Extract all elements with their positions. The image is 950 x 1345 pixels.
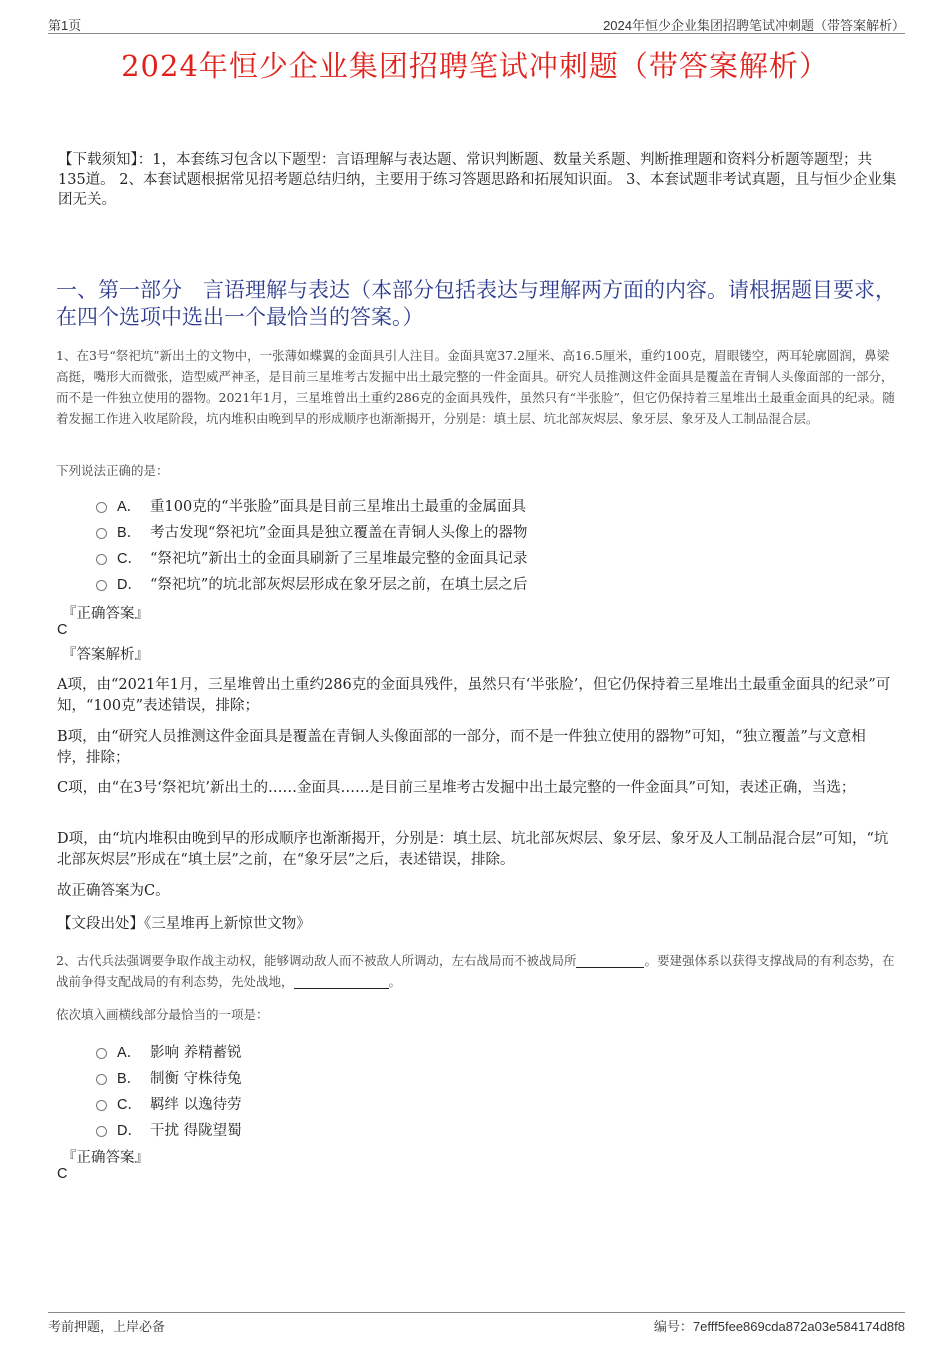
question-2-text-b: 。要建强体系以获得支撑战局的有利态势，在战前争得支配战局的有利态势，先处战地， [56,953,895,989]
question-2-text-a: 2、古代兵法强调要争取作战主动权，能够调动敌人而不被敌人所调动，左右战局而不被战局所 [56,953,577,968]
footer-slogan: 考前押题，上岸必备 [48,1320,166,1335]
option-key: A． [117,1044,142,1061]
option-a[interactable] [96,1038,242,1064]
document-code [654,1316,905,1335]
analysis-c: C项，由“在3号‘祭祀坑’新出土的……金面具……是目前三星堆考古发掘中出土最完整的一件金面具”可知，表述正确，当选； [57,780,856,796]
source-citation: 【文段出处】《三星堆再上新惊世文物》 [57,916,311,932]
radio-icon[interactable] [96,1074,107,1085]
radio-icon[interactable] [96,580,107,591]
option-c[interactable] [96,544,527,570]
analysis-conclusion: 故正确答案为C。 [57,883,170,899]
question-1-prompt: 下列说法正确的是： [56,463,169,478]
question-2-text [56,950,901,992]
code-label: 编号： [653,1319,693,1334]
page-header [48,15,905,34]
radio-icon[interactable] [96,1126,107,1137]
header-doc-title: 2024年恒少企业集团招聘笔试冲刺题（带答案解析） [603,18,905,33]
question-1-text: 1、在3号“祭祀坑”新出土的文物中，一张薄如蝶翼的金面具引人注目。金面具宽37.2厘米、高16.5厘米，重约100克，眉眼镂空，两耳轮廓圆润，鼻梁高挺，嘴形大而微张，造型威严神圣，是目前三星堆考古发掘中出土最完整的一件金面具。研究人员推测这件金面具是覆盖在青铜人头像面部的一部分，而不是一件独立使用的器物。2021年1月，三星堆曾出土重约286克的金面具残件，虽然只有“半张脸”，但它仍保持着三星堆出土最重金面具的纪录。随着发掘工作进入收尾阶段，坑内堆积由晚到早的形成顺序也渐渐揭开，分别是：填土层、坑北部灰烬层、象牙层、象牙及人工制品混合层。 [56,348,895,426]
option-a[interactable] [96,492,527,518]
analysis-a: A项，由“2021年1月，三星堆曾出土重约286克的金面具残件，虽然只有‘半张脸’，但它仍保持着三星堆出土最重金面具的纪录”可知，“100克”表述错误，排除； [57,677,891,714]
analysis-label: 『答案解析』 [62,647,149,663]
option-text: 重100克的“半张脸”面具是目前三星堆出土最重的金属面具 [150,498,526,515]
correct-answer: C [57,622,68,638]
option-d[interactable] [96,570,527,596]
option-key: B． [117,524,142,541]
option-key: C． [117,550,142,567]
blank-2 [294,976,389,989]
radio-icon[interactable] [96,1100,107,1111]
document-title: 2024年恒少企业集团招聘笔试冲刺题（带答案解析） [121,49,829,83]
correct-answer-label: 『正确答案』 [62,606,149,622]
option-d[interactable] [96,1116,242,1142]
analysis-d: D项，由“坑内堆积由晚到早的形成顺序也渐渐揭开，分别是：填土层、坑北部灰烬层、象牙层、象牙及人工制品混合层”可知，“坑北部灰烬层”形成在“填土层”之前，在“象牙层”之后，表述错误，排除。 [57,831,889,868]
option-key: C． [117,1096,142,1113]
option-text: “祭祀坑”的坑北部灰烬层形成在象牙层之前，在填土层之后 [150,576,528,593]
page-number: 第1页 [48,18,82,33]
radio-icon[interactable] [96,528,107,539]
radio-icon[interactable] [96,554,107,565]
code-value: 7efff5fee869cda872a03e584174d8f8 [692,1319,905,1334]
section-title: 一、第一部分 言语理解与表达（本部分包括表达与理解两方面的内容。请根据题目要求，在四个选项中选出一个最恰当的答案。） [56,278,896,329]
option-key: A． [117,498,142,515]
question-2-prompt: 依次填入画横线部分最恰当的一项是： [56,1007,269,1022]
option-c[interactable] [96,1090,242,1116]
question-2-text-c: 。 [388,974,402,989]
question-1-options [96,492,527,596]
radio-icon[interactable] [96,1048,107,1059]
option-key: B． [117,1070,142,1087]
radio-icon[interactable] [96,502,107,513]
correct-answer: C [57,1166,68,1182]
option-b[interactable] [96,518,527,544]
page-footer [48,1312,905,1333]
option-text: “祭祀坑”新出土的金面具刷新了三星堆最完整的金面具记录 [150,550,528,567]
option-key: D． [117,576,142,593]
option-text: 影响 养精蓄锐 [150,1044,242,1061]
analysis-b: B项，由“研究人员推测这件金面具是覆盖在青铜人头像面部的一部分，而不是一件独立使用的器物”可知，“独立覆盖”与文意相悖，排除； [57,729,866,766]
blank-1 [576,955,644,968]
option-text: 羁绊 以逸待劳 [150,1096,242,1113]
question-2-options [96,1038,242,1142]
option-key: D． [117,1122,142,1139]
option-b[interactable] [96,1064,242,1090]
option-text: 考古发现“祭祀坑”金面具是独立覆盖在青铜人头像上的器物 [150,524,528,541]
download-notice: 【下载须知】：1，本套练习包含以下题型：言语理解与表达题、常识判断题、数量关系题、判断推理题和资料分析题等题型；共135道。 2、本套试题根据常见招考题总结归纳，主要用于练习答题思路和拓展知识面。 3、本套试题非考试真题，且与恒少企业集团无关。 [58,152,897,208]
option-text: 制衡 守株待兔 [150,1070,242,1087]
correct-answer-label: 『正确答案』 [62,1150,149,1166]
option-text: 干扰 得陇望蜀 [150,1122,242,1139]
